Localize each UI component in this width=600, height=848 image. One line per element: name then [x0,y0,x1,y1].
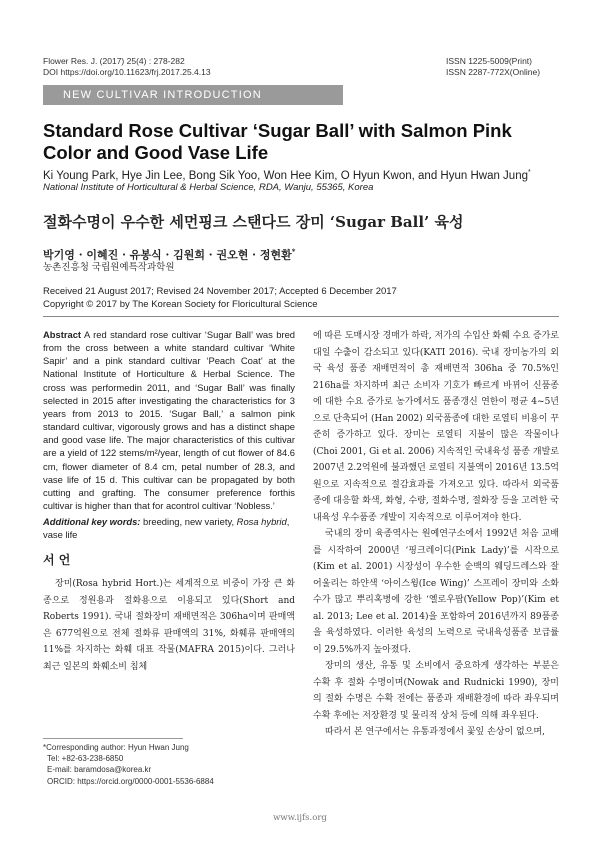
doi-link[interactable]: DOI https://doi.org/10.11623/frj.2017.25.4.13 [43,67,211,77]
footnote [43,742,293,787]
affiliation: National Institute of Horticultural & Herbal Science, RDA, Wanju, 55365, Korea [43,182,374,193]
korean-author-list [43,245,563,263]
keywords-text: breeding, new variety, [143,516,237,528]
corresponding-mark: * [528,169,531,176]
abstract-label: Abstract [43,329,82,340]
left-column [43,328,295,675]
keywords-tail: , vase life [43,516,290,541]
journal-citation: Flower Res. J. (2017) 25(4) : 278-282 [43,56,185,66]
journal-header-left [43,56,211,78]
author-email[interactable]: E-mail: baramdosa@korea.kr [47,765,152,775]
author-tel: Tel: +82-63-238-6850 [47,754,124,764]
issn-online: ISSN 2287-772X(Online) [446,67,541,77]
intro-paragraph-2: 에 따른 도매시장 경매가 하락, 저가의 수입산 화훼 수요 증가로 대일 수출이 감소되고 있다(KATI 2016). 국내 장미농가의 외국 육성 품종 재배면적이 총 재배면적 306ha 중 70.5%인 216ha를 차지하며 최근 소비자 기호가 빠르게 바뀌어 신품종에 대한 수요 증가로 농가에서도 품종갱신 연한이 평균 4~5년으로 단축되어 (Han 2002) 외국품종에 대한 로열티 비용이 꾸준히 증가하고 있다. 장미는 로열티 지불이 많은 작물이나(Choi 2001, Gi et al. 2006) 지속적인 국내육성 품종 개발로 2007년 2.2억원에 불과했던 로열티 지불액이 2016년 13.5억원으로 지속적으로 절감효과를 가져오고 있다. 따라서 외국품종에 대응할 화색, 화형, 수량, 절화수명, 절화장 등을 고려한 국내육성 우수품종 개발이 지속적으로 이루어져야 한다. [313,331,559,523]
right-column [313,328,559,741]
korean-affiliation: 농촌진흥청 국립원예특작과학원 [43,262,175,273]
header-divider [43,316,559,317]
author-orcid[interactable]: ORCID: https://orcid.org/0000-0001-5536-6884 [47,776,214,786]
intro-paragraph-5: 따라서 본 연구에서는 유통과정에서 꽃잎 손상이 없으며, [325,727,545,737]
keywords-block [43,515,295,541]
intro-paragraph-1: 장미(Rosa hybrid Hort.)는 세계적으로 비중이 가장 큰 화종으로 정원용과 절화용으로 이용되고 있다(Short and Roberts 1991). 국내 절화장미 재배면적은 306ha이며 판매액은 677억원으로 전체 절화류 판매액의 31%, 화훼류 판매액의 11%를 차지하는 화훼 대표 작물(MAFRA 2015)이다. 그러나 최근 일본의 화훼소비 침체 [43,579,295,672]
issn-print: ISSN 1225-5009(Print) [446,56,532,66]
author-list [43,166,563,183]
author-names: Ki Young Park, Hye Jin Lee, Bong Sik Yoo, Won Hee Kim, O Hyun Kwon, and Hyun Hwan Jung [43,169,528,182]
korean-title: 절화수명이 우수한 세먼핑크 스탠다드 장미 ‘Sugar Ball’ 육성 [43,213,464,231]
abstract-text: A red standard rose cultivar ‘Sugar Ball’ was bred from the cross between a white standard cultivar ‘White Sapir’ and a pink standard cultivar ‘Peach Coat’ at the National Institute of Horticulture & Herbal Science. The cross was performedin 2011, and ‘Sugar Ball’ was finally selected in 2015 after investigating the characteristics for 3 years from 2013 to 2015. ‘Sugar Ball,’ a salmon pink standard cultivar, vigorously grows and has a distinct shape and good vase life. The major characteristics of this cultivar are a yield of 122 stems/m²/year, length of cut flower of 84.6 cm, flower diameter of 8.4 cm, petal number of 28.3, and vase life of 15 d. This cultivar can be propagated by both cutting and grafting. The consumer preference forthis cultivar is higher than that for acontrol cultivar ‘Nobless.’ [43,329,295,512]
received-dates: Received 21 August 2017; Revised 24 November 2017; Accepted 6 December 2017 [43,286,397,297]
intro-heading: 서 언 [43,553,71,568]
intro-paragraph-4: 장미의 생산, 유통 및 소비에서 중요하게 생각하는 부분은 수확 후 절화 수명이며(Nowak and Rudnicki 1990), 장미의 절화 수명은 수확 전에는 품종과 재배환경에 따라 좌우되며 수확 후에는 저장환경 및 물리적 상처 등에 의해 좌우된다. [313,661,559,721]
abstract-block [43,328,295,512]
keywords-italic: Rosa hybrid [236,516,287,528]
corresponding-author: *Corresponding author: Hyun Hwan Jung [43,743,189,752]
korean-author-names: 박기영 · 이혜진 · 유봉식 · 김원희 · 권오현 · 정현환 [43,248,292,262]
korean-corresponding-mark: * [291,247,296,256]
article-type-banner: NEW CULTIVAR INTRODUCTION [43,85,343,105]
footnote-divider [43,738,183,739]
keywords-label: Additional key words: [43,516,141,528]
intro-paragraph-3: 국내의 장미 육종역사는 원예연구소에서 1992년 처음 교배를 시작하여 2000년 ‘핑크레이디(Pink Lady)’를 시작으로(Kim et al. 2001) 시장성이 우수한 순백의 웨딩드레스와 잘 어울리는 하얀색 ‘아이스윙(Ice Wing)’ 스프레이 장미와 소화수가 많고 뿌리혹병에 강한 ‘옐로우팝(Yellow Pop)’(Kim et al. 2013; Lee et al. 2014)을 포함하여 2016년까지 89품종을 육성하였다. 이러한 육성의 노력으로 국내육성품종 보급률이 29.5%까지 높아졌다. [313,529,559,655]
copyright-line: Copyright © 2017 by The Korean Society for Floricultural Science [43,298,318,310]
article-dates [43,286,563,311]
page-footer-url[interactable]: www.ijfs.org [273,813,327,823]
journal-header-right [446,56,540,78]
article-title: Standard Rose Cultivar ‘Sugar Ball’ with Salmon Pink Color and Good Vase Life [43,120,512,163]
